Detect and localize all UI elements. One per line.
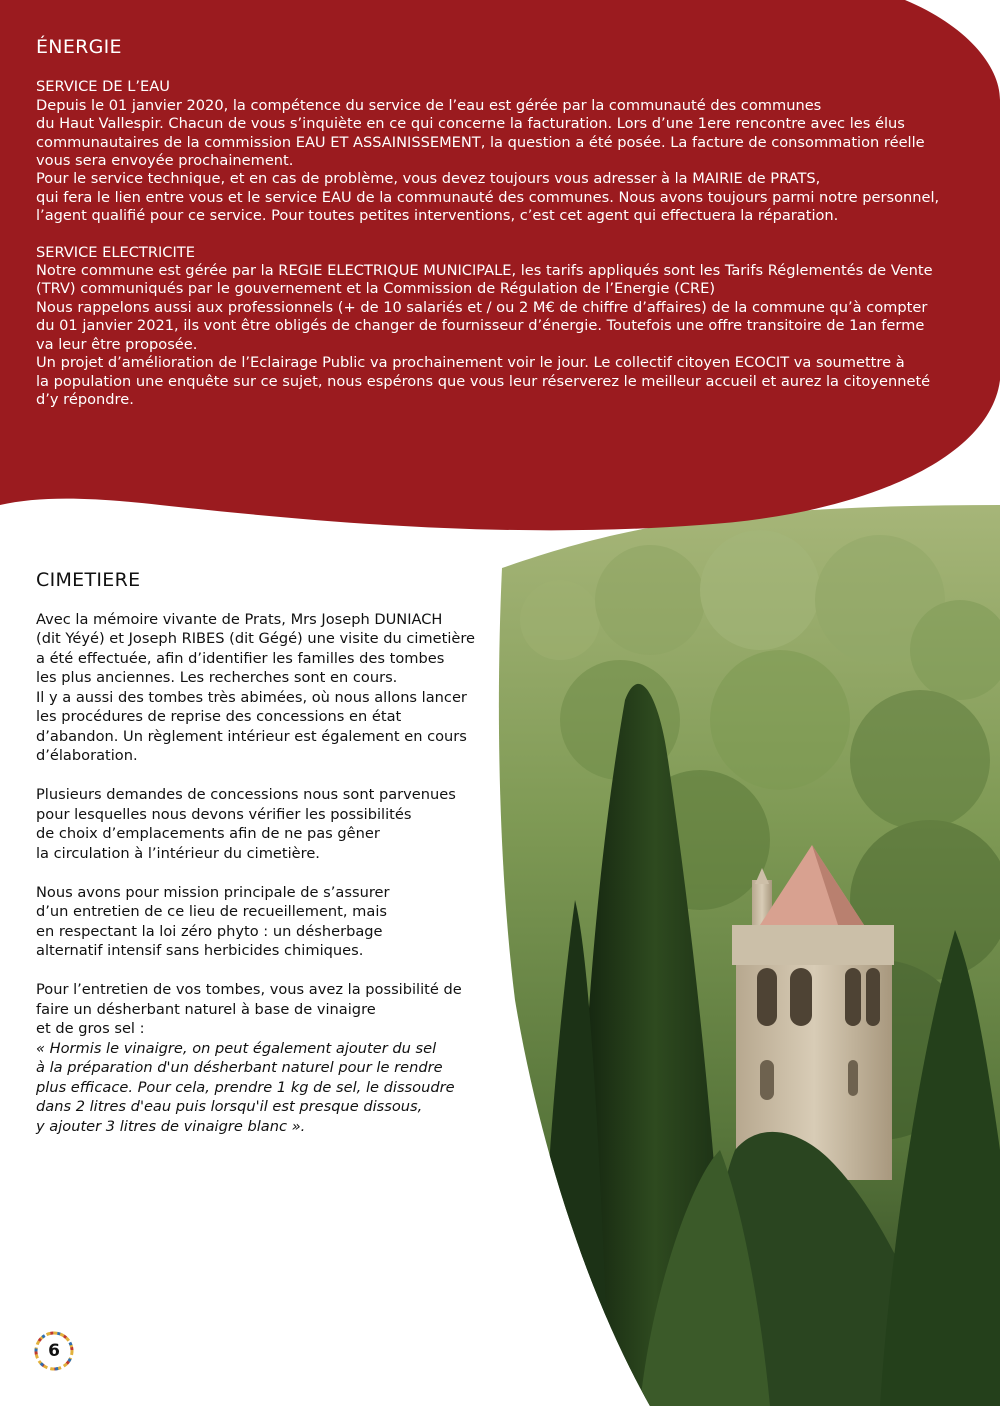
electricite-line: Un projet d’amélioration de l’Eclairage Public va prochainement voir le jour. Le collectif citoyen ECOCIT va soumettre à [36, 354, 905, 372]
cimetiere-line: d’élaboration. [36, 747, 138, 764]
cimetiere-line: en respectant la loi zéro phyto : un désherbage [36, 922, 383, 940]
cimetiere-line: Plusieurs demandes de concessions nous sont parvenues [36, 786, 456, 803]
cimetiere-line: d’un entretien de ce lieu de recueillement, mais [36, 903, 387, 920]
quote-line: plus efficace. Pour cela, prendre 1 kg de sel, le dissoudre [36, 1078, 455, 1096]
eau-line: du Haut Vallespir. Chacun de vous s’inquiète en ce qui concerne la facturation. Lors d’une 1ere rencontre avec les élus [36, 115, 905, 133]
cimetiere-paragraph-3 [36, 883, 506, 961]
cimetiere-section [36, 571, 506, 1136]
cimetiere-line: la circulation à l’intérieur du cimetière. [36, 844, 320, 862]
electricite-line: (TRV) communiqués par le gouvernement et la Commission de Régulation de l’Energie (CRE) [36, 280, 716, 298]
eau-paragraph [36, 97, 971, 226]
cimetiere-line: d’abandon. Un règlement intérieur est également en cours [36, 727, 467, 745]
cimetiere-paragraph-1 [36, 610, 506, 766]
electricite-line: va leur être proposée. [36, 335, 198, 353]
electricite-line: Nous rappelons aussi aux professionnels (+ de 10 salariés et / ou 2 M€ de chiffre d’affaires) de la commune qu’à compter [36, 298, 928, 316]
electricite-line: la population une enquête sur ce sujet, nous espérons que vous leur réserverez le meilleur accueil et aurez la citoyenneté [36, 372, 931, 390]
eau-line: Pour le service technique, et en cas de problème, vous devez toujours vous adresser à la MAIRIE de PRATS, [36, 170, 821, 188]
cimetiere-line: et de gros sel : [36, 1020, 145, 1037]
cimetiere-line: pour lesquelles nous devons vérifier les possibilités [36, 805, 412, 823]
cimetiere-line: les plus anciennes. Les recherches sont en cours. [36, 669, 398, 686]
eau-line: communautaires de la commission EAU ET ASSAINISSEMENT, la question a été posée. La facture de consommation réelle [36, 133, 925, 151]
cimetiere-quote [36, 1039, 506, 1137]
quote-line: « Hormis le vinaigre, on peut également ajouter du sel [36, 1039, 437, 1057]
cimetiere-line: les procédures de reprise des concessions en état [36, 708, 402, 725]
electricite-line: du 01 janvier 2021, ils vont être obligés de changer de fournisseur d’énergie. Toutefois une offre transitoire de 1an ferme [36, 317, 925, 335]
cimetiere-line: Pour l’entretien de vos tombes, vous avez la possibilité de [36, 981, 462, 998]
electricite-line: Notre commune est gérée par la REGIE ELECTRIQUE MUNICIPALE, les tarifs appliqués sont les Tarifs Réglementés de Vente [36, 262, 933, 280]
quote-line: dans 2 litres d'eau puis lorsqu'il est presque dissous, [36, 1098, 423, 1115]
eau-line: Depuis le 01 janvier 2020, la compétence du service de l’eau est gérée par la communauté des communes [36, 96, 822, 114]
cimetiere-line: alternatif intensif sans herbicides chimiques. [36, 942, 364, 959]
electricite-line: d’y répondre. [36, 390, 134, 408]
cimetiere-line: Avec la mémoire vivante de Prats, Mrs Joseph DUNIACH [36, 610, 443, 628]
page-number-label: 6 [48, 1341, 60, 1361]
energie-title: ÉNERGIE [36, 36, 122, 58]
bell-tower-photo [480, 500, 1000, 1406]
cimetiere-paragraph-2 [36, 785, 506, 863]
eau-line: vous sera envoyée prochainement. [36, 152, 294, 170]
electricite-heading: SERVICE ELECTRICITE [36, 243, 195, 261]
cimetiere-line: faire un désherbant naturel à base de vinaigre [36, 1000, 376, 1018]
energie-section [36, 38, 971, 409]
electricite-paragraph [36, 262, 971, 409]
cimetiere-line: (dit Yéyé) et Joseph RIBES (dit Gégé) une visite du cimetière [36, 630, 476, 647]
cimetiere-line: Il y a aussi des tombes très abimées, où nous allons lancer [36, 688, 467, 706]
eau-line: qui fera le lien entre vous et le service EAU de la communauté des communes. Nous avons toujours parmi notre personnel, [36, 188, 940, 206]
cimetiere-line: de choix d’emplacements afin de ne pas gêner [36, 825, 380, 842]
eau-line: l’agent qualifié pour ce service. Pour toutes petites interventions, c’est cet agent qui effectuera la réparation. [36, 207, 839, 225]
cimetiere-line: a été effectuée, afin d’identifier les familles des tombes [36, 649, 445, 667]
page-number [33, 1330, 75, 1372]
cimetiere-line: Nous avons pour mission principale de s’assurer [36, 883, 390, 901]
quote-line: y ajouter 3 litres de vinaigre blanc ». [36, 1117, 306, 1135]
quote-line: à la préparation d'un désherbant naturel pour le rendre [36, 1059, 443, 1076]
eau-heading: SERVICE DE L’EAU [36, 78, 170, 96]
cimetiere-paragraph-4 [36, 980, 506, 1039]
cimetiere-title: CIMETIERE [36, 569, 141, 591]
